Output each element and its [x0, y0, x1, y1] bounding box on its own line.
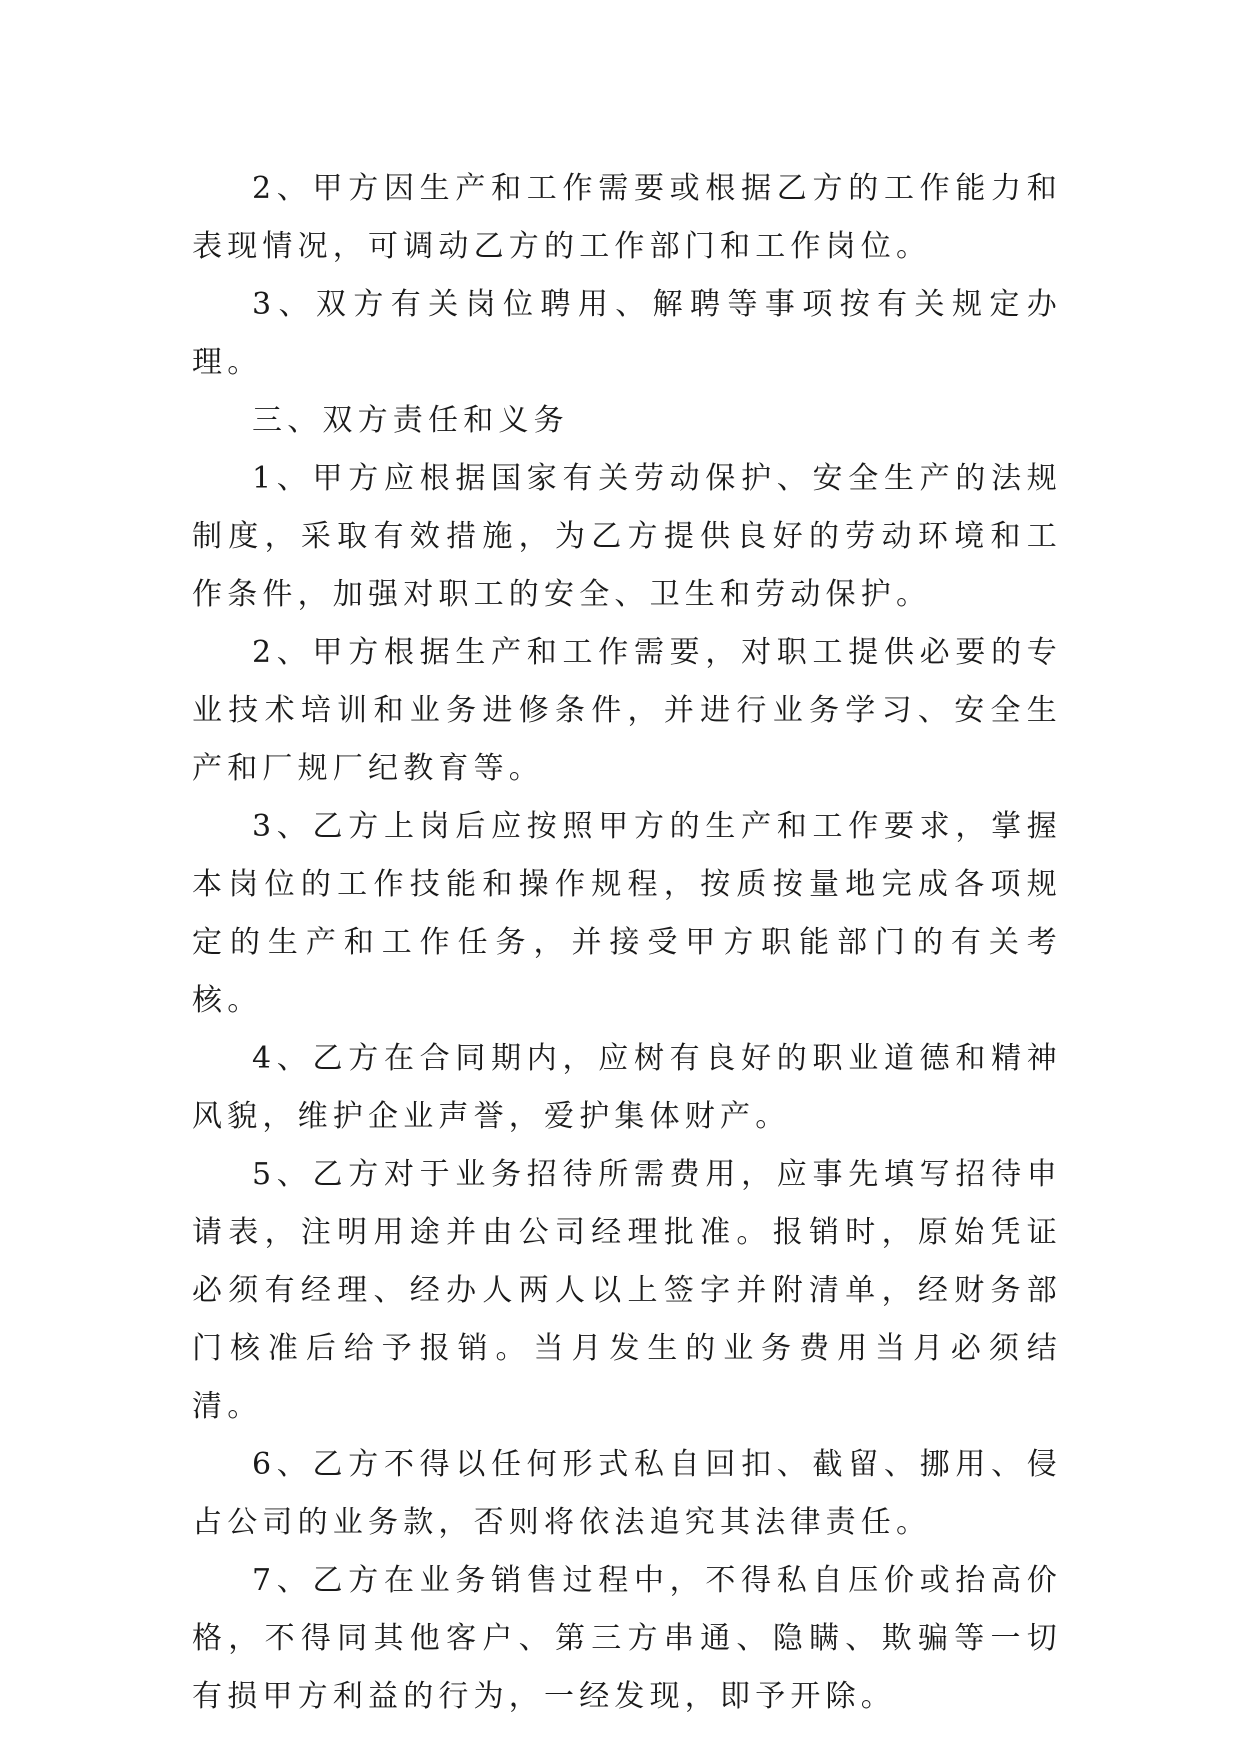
- clause-6-funds: 6、乙方不得以任何形式私自回扣、截留、挪用、侵占公司的业务款，否则将依法追究其法律责任。: [192, 1447, 1062, 1540]
- clause-2-training: 2、甲方根据生产和工作需要，对职工提供必要的专业技术培训和业务进修条件，并进行业务学习、安全生产和厂规厂纪教育等。: [192, 635, 1062, 786]
- clause-4-ethics: 4、乙方在合同期内，应树有良好的职业道德和精神风貌，维护企业声誉，爱护集体财产。: [192, 1041, 1062, 1134]
- clause-3-duties: 3、乙方上岗后应按照甲方的生产和工作要求，掌握本岗位的工作技能和操作规程，按质按量地完成各项规定的生产和工作任务，并接受甲方职能部门的有关考核。: [192, 809, 1062, 1018]
- clause-2-transfer: 2、甲方因生产和工作需要或根据乙方的工作能力和表现情况，可调动乙方的工作部门和工作岗位。: [192, 171, 1062, 264]
- clause-7-pricing: 7、乙方在业务销售过程中，不得私自压价或抬高价格，不得同其他客户、第三方串通、隐瞒、欺骗等一切有损甲方利益的行为，一经发现，即予开除。: [192, 1563, 1062, 1714]
- clause-5-expenses: 5、乙方对于业务招待所需费用，应事先填写招待申请表，注明用途并由公司经理批准。报销时，原始凭证必须有经理、经办人两人以上签字并附清单，经财务部门核准后给予报销。当月发生的业务费用当月必须结清。: [192, 1157, 1062, 1424]
- clause-3-appointment: 3、双方有关岗位聘用、解聘等事项按有关规定办理。: [192, 287, 1062, 380]
- section-heading-responsibilities: 三、双方责任和义务: [252, 403, 569, 438]
- document-body: [192, 160, 1062, 1726]
- clause-1-safety: 1、甲方应根据国家有关劳动保护、安全生产的法规制度，采取有效措施，为乙方提供良好的劳动环境和工作条件，加强对职工的安全、卫生和劳动保护。: [192, 461, 1062, 612]
